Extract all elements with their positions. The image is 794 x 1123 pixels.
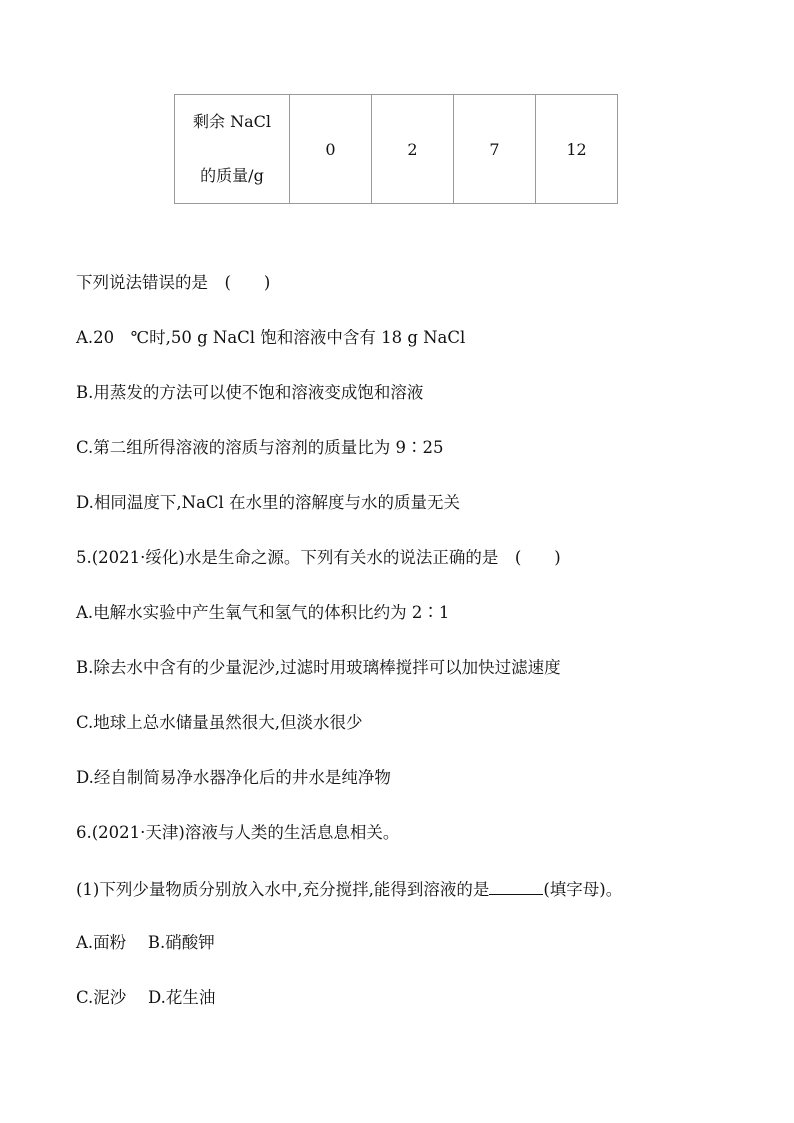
q6-sub1 xyxy=(76,878,622,900)
q4-option-d: D.相同温度下,NaCl 在水里的溶解度与水的质量无关 xyxy=(76,493,461,512)
q5-option-d: D.经自制简易净水器净化后的井水是纯净物 xyxy=(76,768,391,787)
table-cell: 2 xyxy=(372,95,454,204)
table-cell: 7 xyxy=(454,95,536,204)
q6-options-row-2: C.泥沙 D.花生油 xyxy=(76,988,216,1007)
q5-option-a: A.电解水实验中产生氧气和氢气的体积比约为 2∶1 xyxy=(76,603,450,622)
q6-sub1-suffix: (填字母)。 xyxy=(543,880,623,899)
nacl-table xyxy=(174,94,618,204)
answer-blank[interactable] xyxy=(489,878,543,895)
q4-stem: 下列说法错误的是 ( ) xyxy=(76,273,271,292)
q6-options-row-1: A.面粉 B.硝酸钾 xyxy=(76,933,215,952)
label-line-1: 剩余 NaCl xyxy=(193,112,271,131)
table-cell: 12 xyxy=(536,95,618,204)
q5-option-c: C.地球上总水储量虽然很大,但淡水很少 xyxy=(76,713,363,732)
q4-option-b: B.用蒸发的方法可以使不饱和溶液变成饱和溶液 xyxy=(76,383,424,402)
table-row xyxy=(175,95,618,204)
label-line-2: 的质量/g xyxy=(200,166,264,185)
q6-sub1-text: (1)下列少量物质分别放入水中,充分搅拌,能得到溶液的是 xyxy=(76,880,490,899)
q4-option-a: A.20 ℃时,50 g NaCl 饱和溶液中含有 18 g NaCl xyxy=(76,328,466,347)
table-row-label xyxy=(175,95,290,204)
q4-option-c: C.第二组所得溶液的溶质与溶剂的质量比为 9∶25 xyxy=(76,438,444,457)
q5-option-b: B.除去水中含有的少量泥沙,过滤时用玻璃棒搅拌可以加快过滤速度 xyxy=(76,658,561,677)
table-cell: 0 xyxy=(290,95,372,204)
q5-stem: 5.(2021·绥化)水是生命之源。下列有关水的说法正确的是 ( ) xyxy=(76,548,561,567)
q6-stem: 6.(2021·天津)溶液与人类的生活息息相关。 xyxy=(76,823,400,842)
